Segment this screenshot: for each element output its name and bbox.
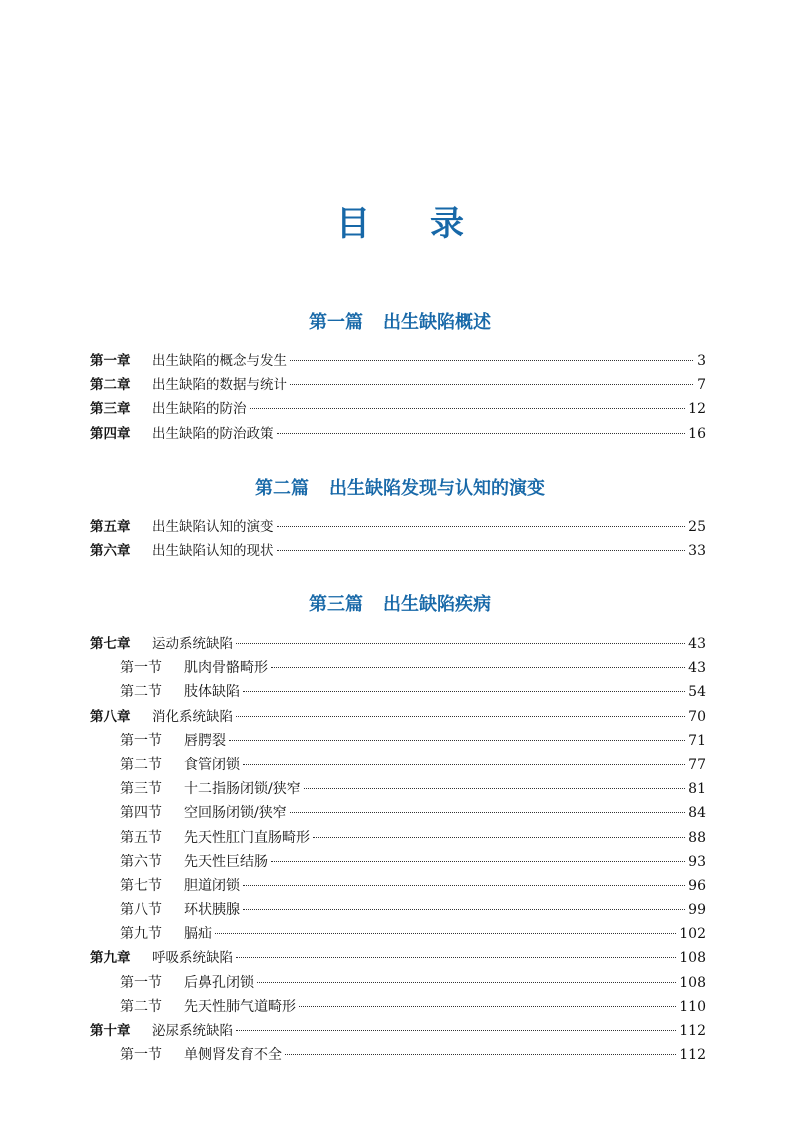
chapter-number: 第九章 <box>90 950 131 967</box>
section-title: 唇腭裂 <box>184 732 226 749</box>
section-title: 空回肠闭锁/狭窄 <box>184 805 287 822</box>
toc-section-entry[interactable] <box>90 753 706 777</box>
chapter-title: 出生缺陷的数据与统计 <box>152 377 287 394</box>
section-number: 第四节 <box>120 805 162 822</box>
section-title: 先天性巨结肠 <box>184 853 268 870</box>
toc-chapter-entry[interactable] <box>90 632 706 656</box>
dot-leader <box>243 691 685 692</box>
dot-leader <box>290 360 693 361</box>
page-number: 54 <box>688 684 706 701</box>
dot-leader <box>271 861 685 862</box>
toc-section-entry[interactable] <box>90 922 706 946</box>
dot-leader <box>243 885 685 886</box>
toc-chapter-entry[interactable] <box>90 1019 706 1043</box>
toc-chapter-entry[interactable] <box>90 539 706 563</box>
page-number: 99 <box>688 902 706 919</box>
dot-leader <box>215 933 676 934</box>
part-title: 出生缺陷疾病 <box>383 594 491 615</box>
part-title: 出生缺陷概述 <box>383 312 491 333</box>
toc-chapter-entry[interactable] <box>90 422 706 446</box>
page-number: 112 <box>679 1023 706 1039</box>
toc-section-entry[interactable] <box>90 995 706 1019</box>
dot-leader <box>290 384 693 385</box>
dot-leader <box>277 550 686 551</box>
part-title: 出生缺陷发现与认知的演变 <box>329 478 545 499</box>
toc-section-entry[interactable] <box>90 971 706 995</box>
section-title: 单侧肾发育不全 <box>184 1047 282 1064</box>
page-number: 3 <box>697 353 706 369</box>
chapter-number: 第三章 <box>90 401 131 418</box>
section-number: 第七节 <box>120 877 162 894</box>
chapter-number: 第五章 <box>90 519 131 535</box>
page-number: 81 <box>688 781 706 798</box>
page-title: 目录 <box>336 204 524 244</box>
toc-chapter-entry[interactable] <box>90 349 706 373</box>
chapter-number: 第二章 <box>90 377 131 394</box>
section-number: 第二节 <box>120 684 162 701</box>
chapter-title: 出生缺陷认知的现状 <box>152 543 274 560</box>
toc-list <box>90 632 706 1067</box>
chapter-title: 出生缺陷的概念与发生 <box>152 353 287 369</box>
chapter-number: 第八章 <box>90 708 131 725</box>
page-number: 112 <box>679 1047 706 1064</box>
part-heading <box>0 308 800 334</box>
page-number: 77 <box>688 756 706 773</box>
chapter-number: 第十章 <box>90 1023 131 1039</box>
dot-leader <box>313 837 685 838</box>
dot-leader <box>236 716 685 717</box>
toc-list <box>90 515 706 563</box>
dot-leader <box>277 526 686 527</box>
dot-leader <box>277 433 686 434</box>
section-title: 胆道闭锁 <box>184 877 240 894</box>
section-title: 先天性肛门直肠畸形 <box>184 829 310 846</box>
dot-leader <box>243 909 685 910</box>
toc-section-entry[interactable] <box>90 656 706 680</box>
page-number: 16 <box>688 425 706 442</box>
dot-leader <box>229 740 685 741</box>
dot-leader <box>236 1030 676 1031</box>
toc-section-entry[interactable] <box>90 777 706 801</box>
section-number: 第一节 <box>120 1047 162 1064</box>
chapter-title: 出生缺陷的防治 <box>152 401 247 418</box>
chapter-number: 第六章 <box>90 543 131 560</box>
chapter-title: 运动系统缺陷 <box>152 636 233 652</box>
toc-section-entry[interactable] <box>90 826 706 850</box>
section-title: 肢体缺陷 <box>184 684 240 701</box>
page-number: 43 <box>688 636 706 652</box>
toc-section-entry[interactable] <box>90 850 706 874</box>
toc-section-entry[interactable] <box>90 801 706 825</box>
section-title: 肌肉骨骼畸形 <box>184 660 268 677</box>
page-number: 110 <box>679 998 706 1015</box>
part-number: 第一篇 <box>309 312 363 333</box>
section-number: 第六节 <box>120 853 162 870</box>
page-number: 96 <box>688 877 706 894</box>
page-number: 88 <box>688 829 706 846</box>
section-number: 第一节 <box>120 660 162 677</box>
dot-leader <box>285 1054 676 1055</box>
page-number: 102 <box>679 926 706 943</box>
toc-chapter-entry[interactable] <box>90 373 706 397</box>
chapter-number: 第一章 <box>90 353 131 369</box>
section-number: 第一节 <box>120 974 162 991</box>
chapter-title: 泌尿系统缺陷 <box>152 1023 233 1039</box>
toc-section-entry[interactable] <box>90 729 706 753</box>
page-number: 25 <box>688 519 706 535</box>
part-number: 第二篇 <box>255 478 309 499</box>
chapter-title: 消化系统缺陷 <box>152 708 233 725</box>
section-title: 十二指肠闭锁/狭窄 <box>184 781 301 798</box>
dot-leader <box>299 1006 676 1007</box>
section-number: 第八节 <box>120 902 162 919</box>
part-number: 第三篇 <box>309 594 363 615</box>
toc-chapter-entry[interactable] <box>90 946 706 970</box>
page-number: 93 <box>688 853 706 870</box>
section-title: 先天性肺气道畸形 <box>184 998 296 1015</box>
dot-leader <box>243 764 685 765</box>
chapter-title: 出生缺陷认知的演变 <box>152 519 274 535</box>
section-title: 后鼻孔闭锁 <box>184 974 254 991</box>
toc-chapter-entry[interactable] <box>90 705 706 729</box>
toc-section-entry[interactable] <box>90 874 706 898</box>
section-number: 第一节 <box>120 732 162 749</box>
part-heading <box>0 590 800 616</box>
section-number: 第九节 <box>120 926 162 943</box>
dot-leader <box>236 957 676 958</box>
dot-leader <box>250 408 686 409</box>
toc-list <box>90 349 706 446</box>
page-number: 33 <box>688 543 706 560</box>
toc-section-entry[interactable] <box>90 680 706 704</box>
dot-leader <box>271 667 685 668</box>
page-number: 12 <box>688 401 706 418</box>
dot-leader <box>257 982 676 983</box>
page-number: 70 <box>688 708 706 725</box>
toc-section-entry[interactable] <box>90 1043 706 1067</box>
toc-section-entry[interactable] <box>90 898 706 922</box>
section-title: 食管闭锁 <box>184 756 240 773</box>
page-number: 108 <box>679 974 706 991</box>
page-number: 43 <box>688 660 706 677</box>
dot-leader <box>304 788 685 789</box>
toc-chapter-entry[interactable] <box>90 397 706 421</box>
chapter-title: 出生缺陷的防治政策 <box>152 425 274 442</box>
toc-chapter-entry[interactable] <box>90 515 706 539</box>
section-number: 第三节 <box>120 781 162 798</box>
chapter-number: 第七章 <box>90 636 131 652</box>
part-heading <box>0 474 800 500</box>
section-number: 第五节 <box>120 829 162 846</box>
page-number: 71 <box>688 732 706 749</box>
dot-leader <box>236 643 685 644</box>
section-title: 膈疝 <box>184 926 212 943</box>
section-number: 第二节 <box>120 756 162 773</box>
section-title: 环状胰腺 <box>184 902 240 919</box>
chapter-title: 呼吸系统缺陷 <box>152 950 233 967</box>
dot-leader <box>290 812 685 813</box>
page-number: 84 <box>688 805 706 822</box>
page-number: 7 <box>697 377 706 394</box>
chapter-number: 第四章 <box>90 425 131 442</box>
page-number: 108 <box>679 950 706 967</box>
section-number: 第二节 <box>120 998 162 1015</box>
